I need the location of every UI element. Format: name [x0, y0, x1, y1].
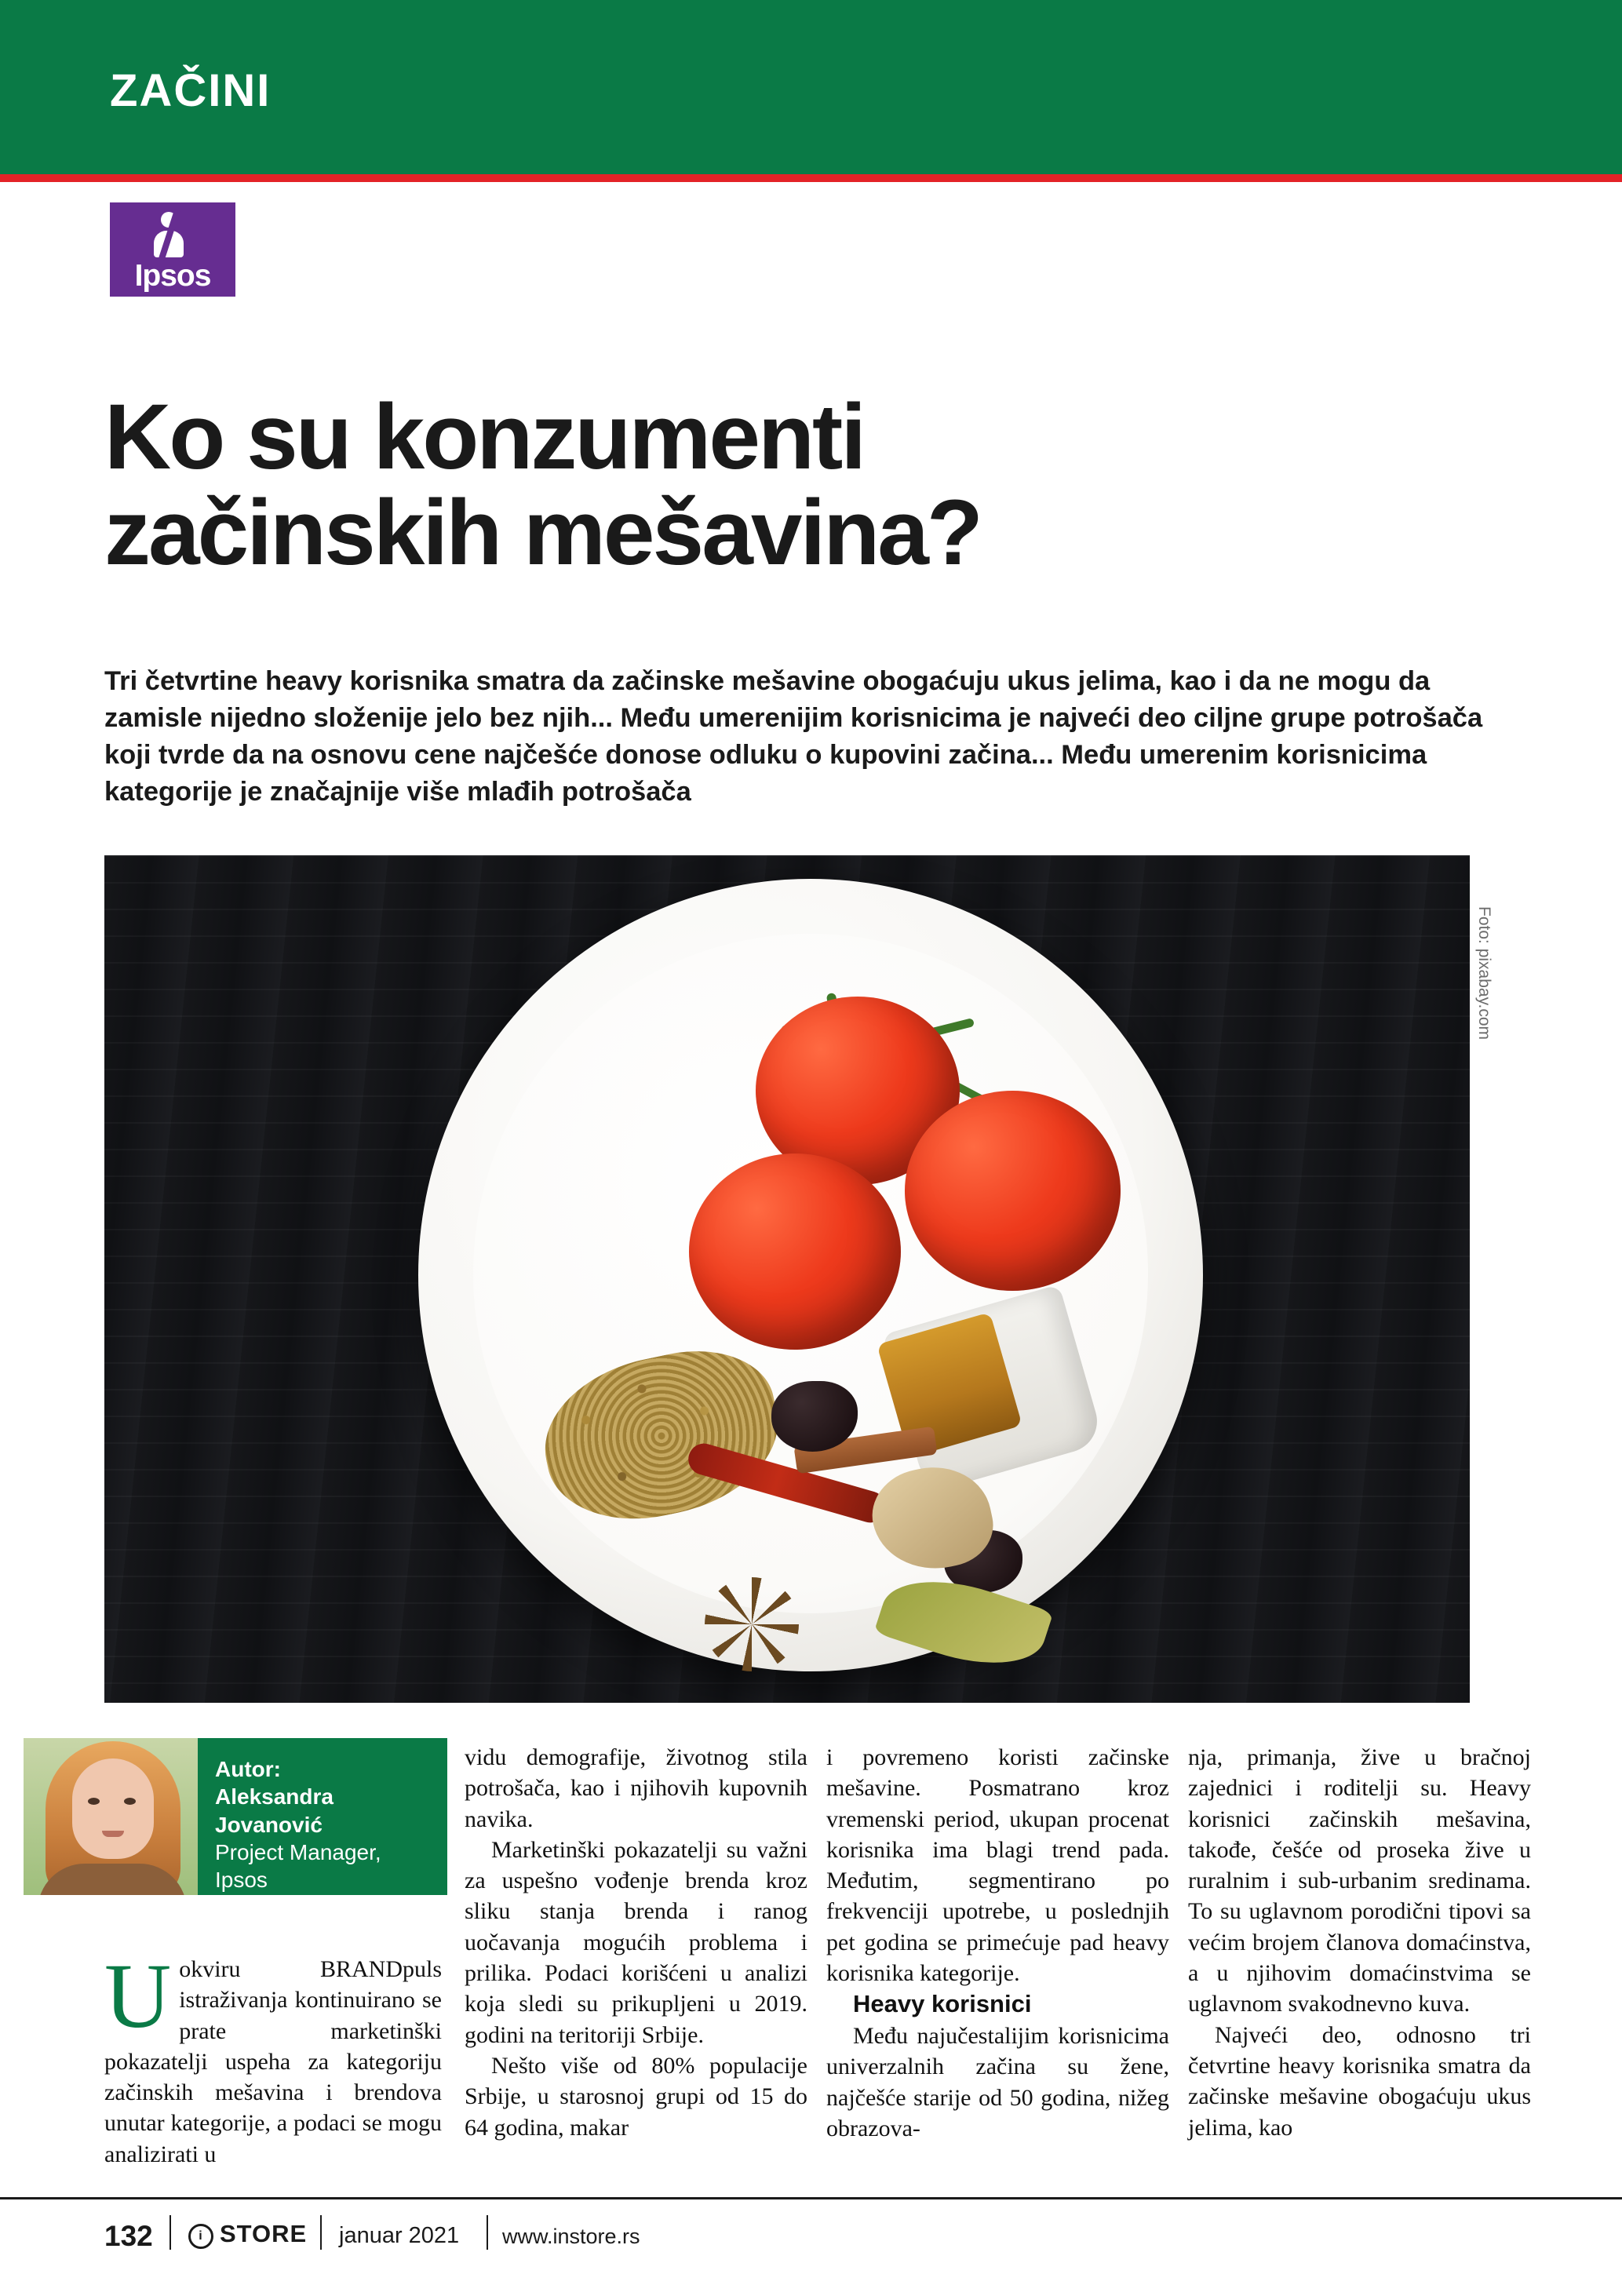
- ipsos-mark-icon: [151, 209, 187, 257]
- headline-line-2: začinskih mešavina?: [104, 480, 982, 585]
- section-label: ZAČINI: [110, 65, 272, 116]
- page-footer: [0, 2197, 1622, 2296]
- footer-divider: [320, 2215, 322, 2250]
- subheading-heavy-korisnici: Heavy korisnici: [853, 1990, 1032, 2018]
- publication-logo: [188, 2220, 307, 2249]
- paragraph: Marketinški pokazatelji su važni za uspešno vođenje brenda kroz sliku stanja brenda i ranog uočavanja mogućih problema i prilika. Podaci korišćeni u analizi koja sledi su prikupljeni u 2019. godini na teritoriji Srbije.: [465, 1836, 807, 2048]
- body-column-1: [465, 1742, 807, 2143]
- avatar: [24, 1738, 198, 1895]
- photo-credit: Foto: pixabay.com: [1475, 906, 1493, 1040]
- instore-circle-icon: i: [188, 2224, 213, 2249]
- footer-divider: [169, 2215, 171, 2250]
- author-company: Ipsos: [215, 1868, 268, 1893]
- banner-red-rule: [0, 174, 1622, 182]
- drop-cap: U: [104, 1944, 172, 2047]
- page-title: [104, 385, 1533, 585]
- author-details: [198, 1738, 447, 1895]
- paragraph: Najveći deo, odnosno tri četvrtine heavy korisnika smatra da začinske mešavine obogaćuju ukus jelima, kao: [1188, 2021, 1531, 2141]
- paragraph: i povremeno koristi začinske mešavine. Posmatrano kroz vremenski period, ukupan procenat korisnika ima blagi trend pada. Međutim, segmentirano po frekvenciji upotrebe, u poslednjih pet godina se primećuje pad heavy korisnika kategorije.: [826, 1744, 1169, 1987]
- author-box: [24, 1738, 447, 1895]
- footer-divider: [487, 2215, 488, 2250]
- paragraph: Nešto više od 80% populacije Srbije, u starosnoj grupi od 15 do 64 godina, makar: [465, 2052, 807, 2141]
- headline-line-1: Ko su konzumenti: [104, 385, 865, 490]
- website-url[interactable]: www.instore.rs: [502, 2225, 640, 2248]
- issue-date: januar 2021: [339, 2223, 460, 2248]
- body-column-2: [826, 1742, 1169, 2144]
- star-anise: [705, 1577, 799, 1671]
- author-label: Autor:: [215, 1757, 281, 1781]
- author-role: Project Manager,: [215, 1839, 381, 1864]
- author-name-line-2: Jovanović: [215, 1812, 323, 1837]
- article-lead: Tri četvrtine heavy korisnika smatra da začinske mešavine obogaćuju ukus jelima, kao i da ne mogu da zamisle nijedno složenije jelo bez njih... Među umerenijim korisnicima je najveći deo ciljne grupe potrošača koji tvrde da na osnovu cene najčešće donose odluku o kupovini začina... Među umerenim korisnicima kategorije je značajnije više mlađih potrošača: [104, 666, 1483, 807]
- hero-image: [104, 855, 1470, 1703]
- seed-pile: [530, 1335, 793, 1537]
- article-intro-paragraph: [104, 1944, 442, 2170]
- intro-text: okviru BRANDpuls istraživanja kontinuirano se prate marketinški pokazatelji uspeha za kategoriju začinskih mešavina i brendova unutar kategorije, a podaci se mogu analizirati u: [104, 1956, 442, 2167]
- paragraph: Među najučestalijim korisnicima univerzalnih začina su žene, najčešće starije od 50 godina, nižeg obrazova-: [826, 2022, 1169, 2141]
- publication-name: STORE: [220, 2220, 308, 2247]
- section-banner: [0, 0, 1622, 174]
- ipsos-logo: [110, 202, 235, 297]
- spice-assortment: [536, 1350, 1101, 1679]
- body-column-3: [1188, 1742, 1531, 2143]
- tomato: [905, 1091, 1121, 1291]
- ipsos-wordmark: Ipsos: [134, 259, 211, 293]
- page-number: 132: [104, 2220, 153, 2252]
- author-name-line-1: Aleksandra: [215, 1784, 334, 1809]
- paragraph: vidu demografije, životnog stila potrošača, kao i njihovih kupovnih navika.: [465, 1744, 807, 1832]
- paragraph: nja, primanja, žive u bračnoj zajednici i roditelji su. Heavy korisnici začinskih mešavina, takođe, češće od proseka žive u ruralnim i sub-urbanim sredinama. To su uglavnom porodični tipovi sa većim brojem članova domaćinstva, a u njihovim domaćinstvima se uglavnom svakodnevno kuva.: [1188, 1744, 1531, 2017]
- tomato: [689, 1153, 901, 1350]
